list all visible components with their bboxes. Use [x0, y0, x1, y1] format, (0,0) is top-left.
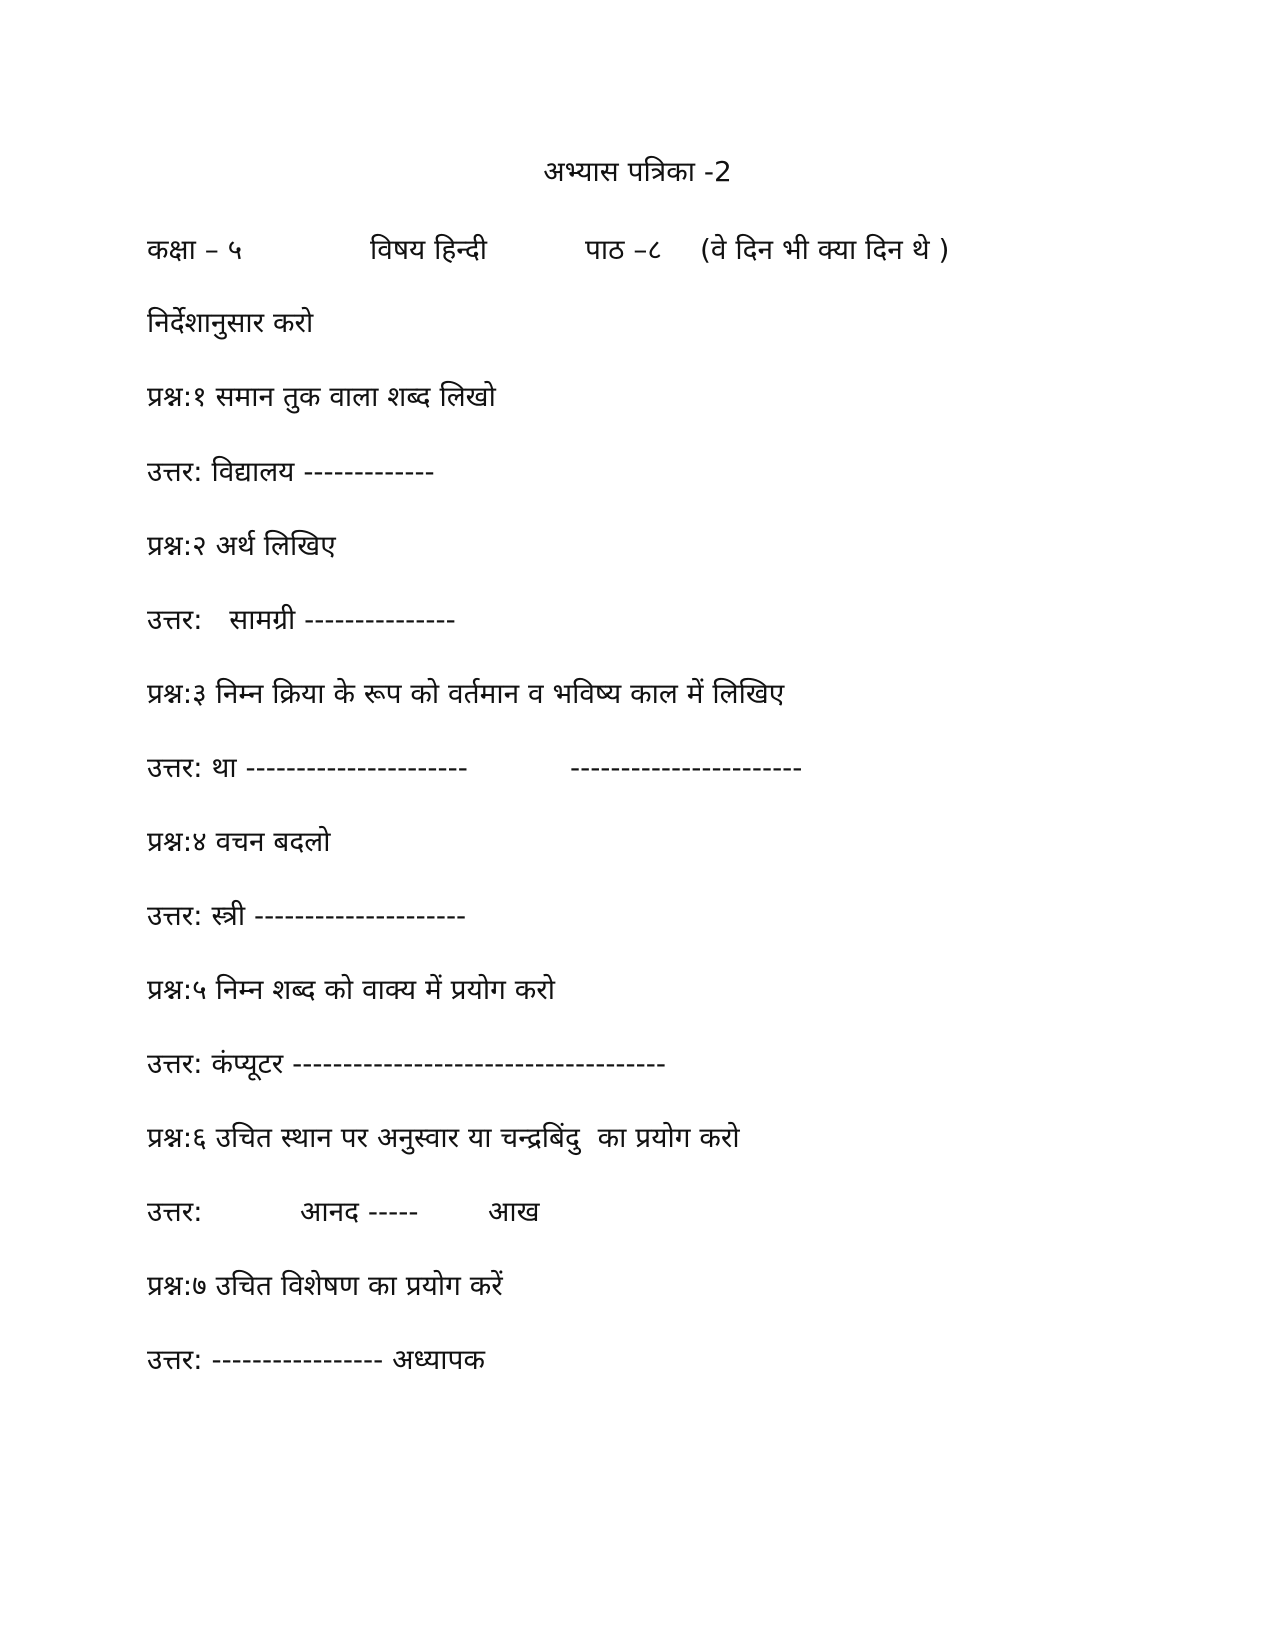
answer-6-word-1: आनद ----- [300, 1195, 419, 1228]
question-6: प्रश्न:६ उचित स्थान पर अनुस्वार या चन्द्रबिंदु का प्रयोग करो [147, 1121, 740, 1154]
answer-6-word-2: आख [488, 1195, 540, 1228]
question-7: प्रश्न:७ उचित विशेषण का प्रयोग करें [147, 1269, 503, 1302]
lesson-label: पाठ –८ [585, 233, 662, 266]
question-4: प्रश्न:४ वचन बदलो [147, 825, 331, 858]
answer-1: उत्तर: विद्यालय ------------- [147, 455, 435, 488]
answer-3-future-blank: ----------------------- [570, 751, 803, 784]
question-3: प्रश्न:३ निम्न क्रिया के रूप को वर्तमान व भविष्य काल में लिखिए [147, 677, 785, 710]
answer-7: उत्तर: ----------------- अध्यापक [147, 1343, 485, 1376]
answer-2: उत्तर: सामग्री --------------- [147, 603, 456, 636]
question-5: प्रश्न:५ निम्न शब्द को वाक्य में प्रयोग करो [147, 973, 555, 1006]
class-label: कक्षा – ५ [147, 233, 243, 266]
answer-3-present: उत्तर: था ---------------------- [147, 751, 468, 784]
answer-4: उत्तर: स्त्री --------------------- [147, 899, 467, 932]
question-2: प्रश्न:२ अर्थ लिखिए [147, 529, 336, 562]
worksheet-title: अभ्यास पत्रिका -2 [543, 155, 732, 188]
question-1: प्रश्न:१ समान तुक वाला शब्द लिखो [147, 380, 496, 413]
subject-label: विषय हिन्दी [370, 233, 488, 266]
instruction-text: निर्देशानुसार करो [147, 306, 314, 339]
lesson-name: (वे दिन भी क्या दिन थे ) [700, 233, 950, 266]
answer-6-label: उत्तर: [147, 1195, 203, 1228]
answer-5: उत्तर: कंप्यूटर ------------------------------------- [147, 1047, 666, 1080]
worksheet-header [0, 230, 1275, 270]
